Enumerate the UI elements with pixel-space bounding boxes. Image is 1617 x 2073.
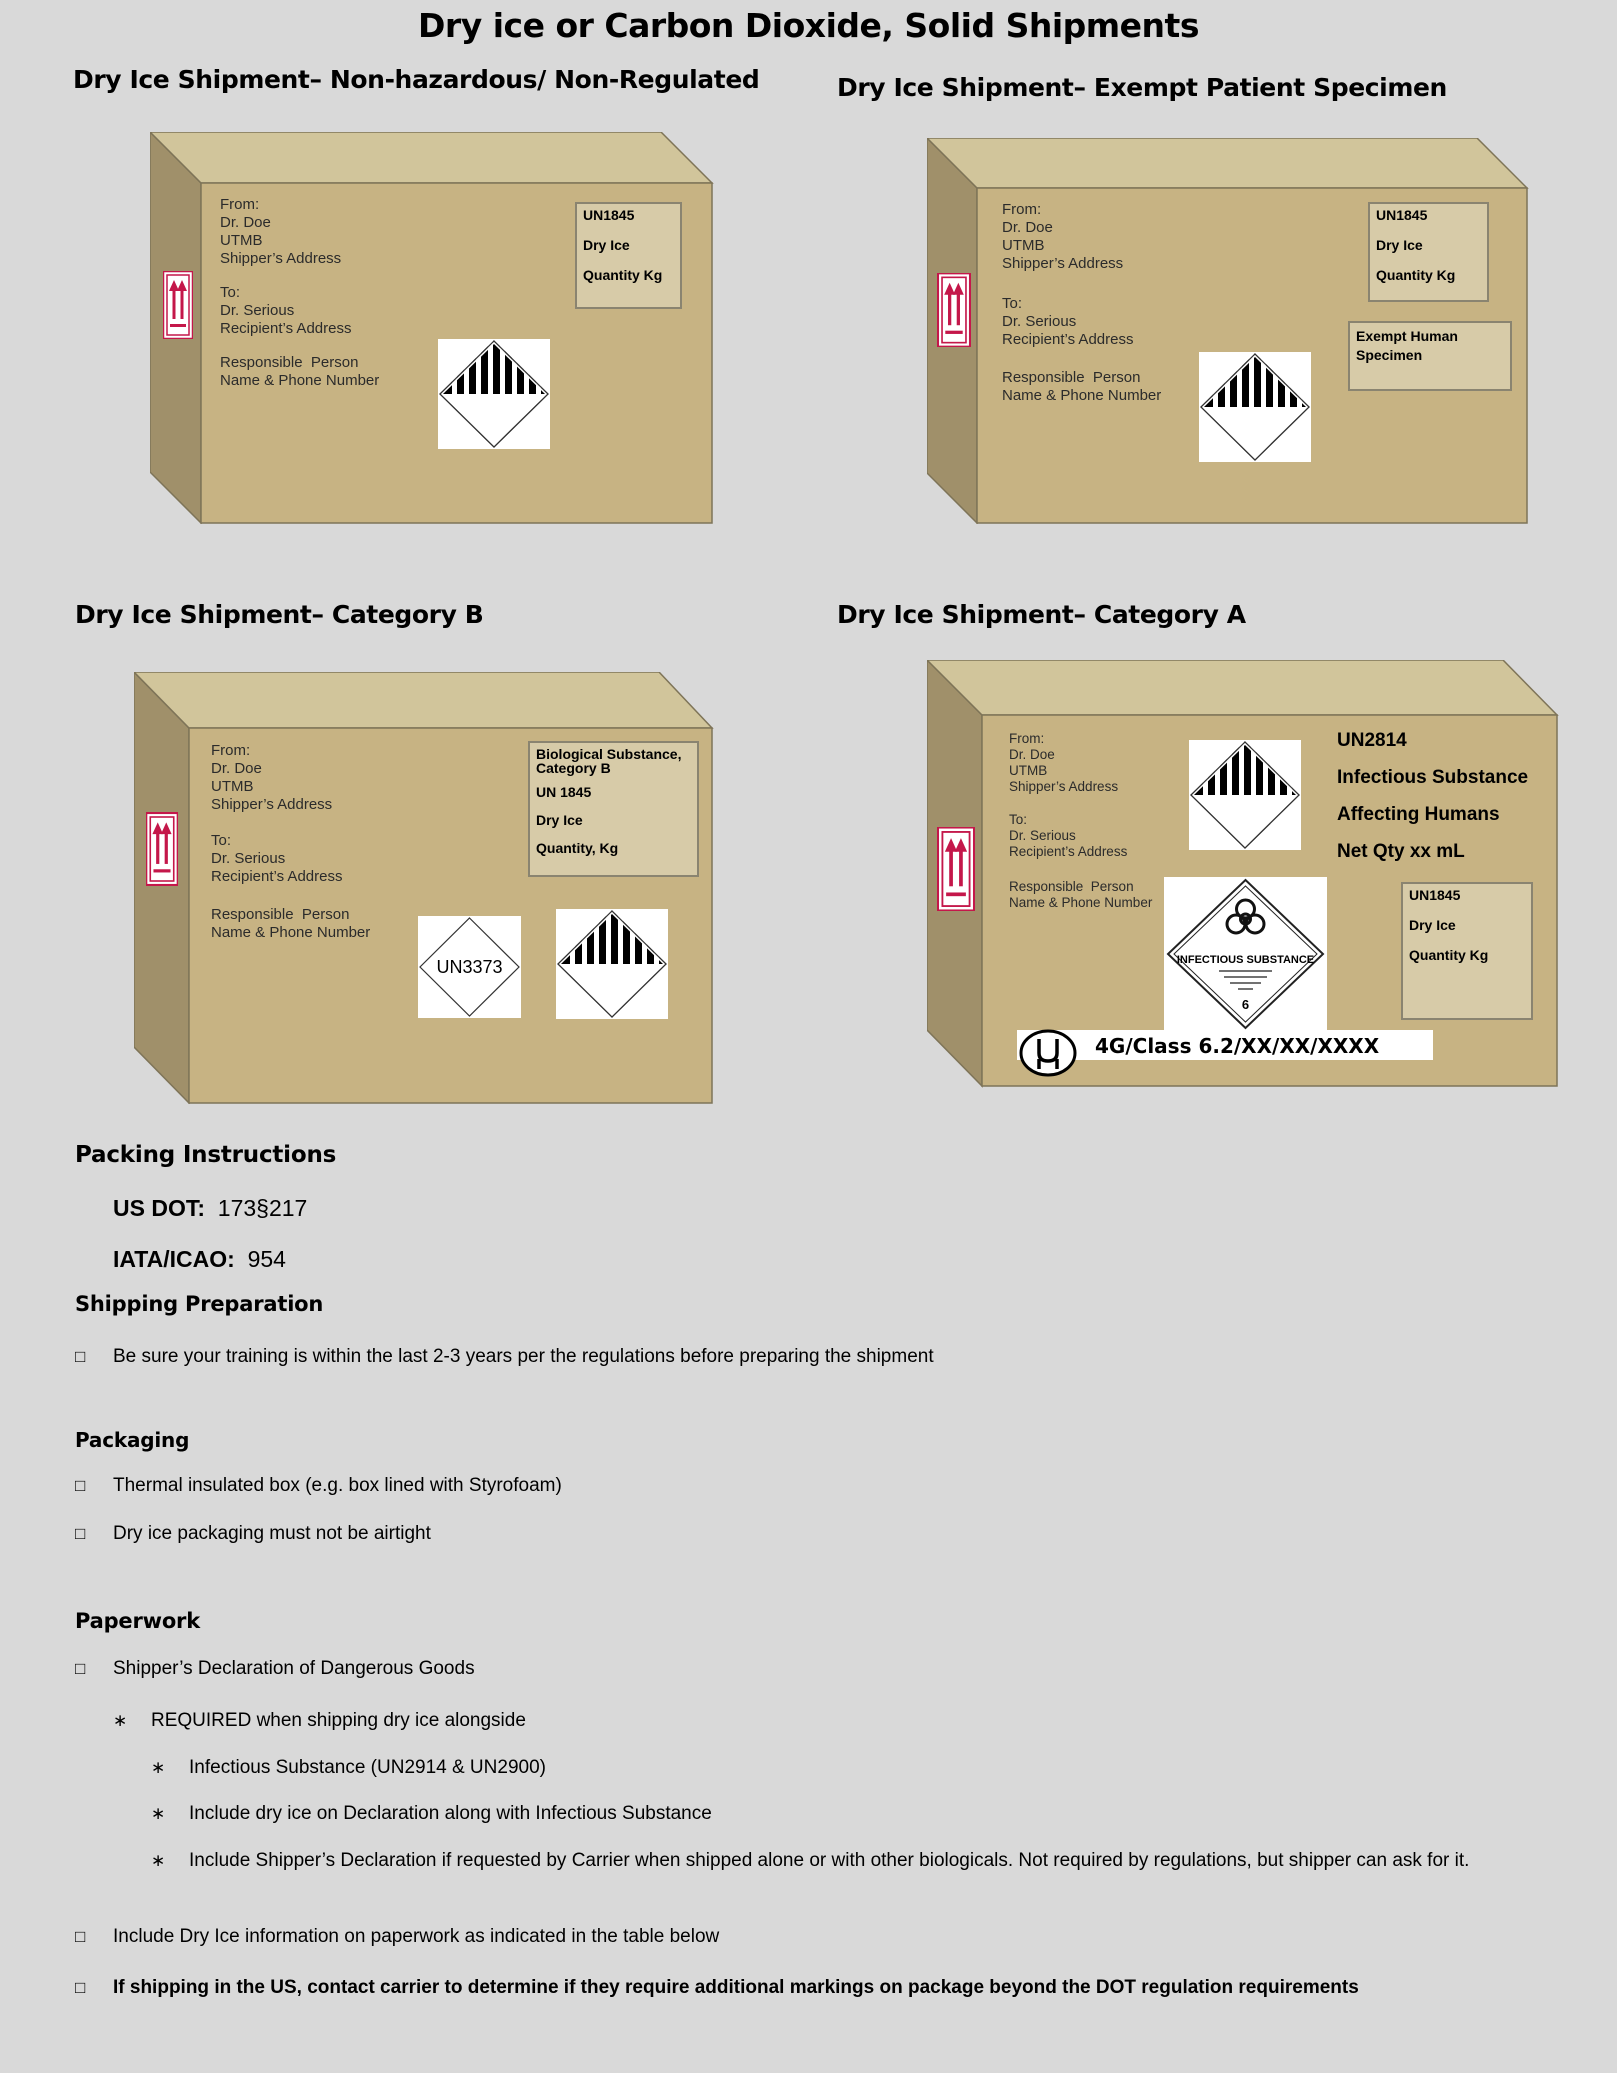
box-category-b	[134, 672, 716, 1104]
star-bullet-icon: ∗	[151, 1851, 166, 1870]
to-label: To:	[1002, 295, 1023, 312]
to-block	[220, 284, 351, 338]
list-item-text: Include Dry Ice information on paperwork as indicated in the table below	[113, 1926, 720, 1947]
us-dot-value: 173§217	[217, 1195, 308, 1221]
un-specification-marking	[1017, 1030, 1433, 1060]
box-category-a	[927, 660, 1561, 1088]
dry-ice-text: Dry Ice	[583, 237, 630, 253]
from-block	[211, 742, 332, 814]
infectious-substance-label-text: INFECTIOUS SUBSTANCE	[1176, 954, 1315, 966]
from-name: Dr. Doe	[1002, 219, 1053, 236]
class-9-hazard-icon	[1199, 352, 1311, 462]
from-address: Shipper’s Address	[211, 796, 333, 813]
list-item	[75, 1658, 475, 1680]
panel-title-category-b: Dry Ice Shipment– Category B	[75, 600, 484, 629]
page-title: Dry ice or Carbon Dioxide, Solid Shipments	[418, 6, 1199, 45]
list-item	[75, 1346, 934, 1368]
from-address: Shipper’s Address	[1002, 255, 1124, 272]
un-number: UN1845	[583, 207, 635, 223]
to-block	[1009, 812, 1127, 860]
infectious-substance-text: Infectious Substance	[1337, 767, 1529, 788]
list-item-text: Dry ice packaging must not be airtight	[113, 1523, 431, 1544]
box-exempt-specimen	[927, 138, 1531, 524]
checkbox-icon: □	[75, 1978, 86, 1997]
responsible-contact: Name & Phone Number	[1009, 895, 1153, 910]
panel-title-category-a: Dry Ice Shipment– Category A	[837, 600, 1246, 629]
from-label: From:	[211, 742, 251, 759]
exempt-text: Exempt Human Specimen	[1356, 328, 1458, 363]
responsible-contact: Name & Phone Number	[1002, 387, 1162, 404]
to-address: Recipient’s Address	[211, 868, 343, 885]
list-item-text: Infectious Substance (UN2914 & UN2900)	[189, 1757, 546, 1778]
responsible-contact: Name & Phone Number	[211, 924, 371, 941]
to-block	[211, 832, 342, 886]
star-bullet-icon: ∗	[113, 1711, 128, 1730]
responsible-block	[211, 906, 370, 942]
list-item	[75, 1523, 431, 1545]
packing-instructions-heading: Packing Instructions	[75, 1142, 337, 1168]
from-block	[220, 196, 341, 268]
paperwork-heading: Paperwork	[75, 1609, 200, 1633]
from-label: From:	[220, 196, 260, 213]
from-label: From:	[1002, 201, 1042, 218]
from-label: From:	[1009, 731, 1045, 746]
to-label: To:	[220, 284, 241, 301]
from-block	[1009, 731, 1118, 795]
list-item	[75, 1977, 1359, 1999]
list-item-text: Thermal insulated box (e.g. box lined with Styrofoam)	[113, 1475, 562, 1496]
sub-sub-list-item	[151, 1757, 546, 1779]
category-a-marking	[1337, 722, 1528, 870]
from-org: UTMB	[220, 232, 263, 249]
responsible-contact: Name & Phone Number	[220, 372, 380, 389]
this-side-up-arrows-icon	[146, 812, 178, 886]
to-address: Recipient’s Address	[1009, 844, 1128, 859]
class-6-number: 6	[1241, 997, 1250, 1012]
un2814-text: UN2814	[1337, 730, 1407, 751]
to-label: To:	[211, 832, 232, 849]
un-number: UN1845	[1409, 887, 1461, 903]
exempt-human-specimen-label	[1348, 321, 1512, 391]
dry-ice-label	[1368, 202, 1489, 302]
affecting-humans-text: Affecting Humans	[1337, 804, 1500, 825]
un-number: UN 1845	[536, 784, 592, 800]
quantity-text: Quantity, Kg	[536, 840, 619, 856]
packaging-heading: Packaging	[75, 1428, 190, 1452]
class-9-hazard-icon	[1189, 740, 1301, 850]
checkbox-icon: □	[75, 1476, 86, 1495]
responsible-label: Responsible Person	[1009, 879, 1134, 894]
category-b-label	[528, 741, 699, 877]
list-item-text: Include dry ice on Declaration along with Infectious Substance	[189, 1803, 712, 1824]
class-9-hazard-icon	[556, 909, 668, 1019]
dry-ice-text: Dry Ice	[536, 812, 583, 828]
from-org: UTMB	[211, 778, 254, 795]
to-label: To:	[1009, 812, 1028, 827]
sub-sub-list-item	[151, 1849, 1551, 1873]
dry-ice-text: Dry Ice	[1409, 917, 1456, 933]
checkbox-icon: □	[75, 1927, 86, 1946]
this-side-up-arrows-icon	[937, 827, 975, 911]
un-packaging-symbol-icon	[1019, 1029, 1077, 1077]
quantity-text: Quantity Kg	[1376, 267, 1456, 283]
un3373-text: UN3373	[436, 957, 503, 977]
un3373-diamond-icon	[418, 916, 521, 1018]
list-item	[75, 1475, 562, 1497]
responsible-block	[220, 354, 379, 390]
responsible-block	[1002, 369, 1161, 405]
this-side-up-arrows-icon	[163, 271, 193, 339]
from-name: Dr. Doe	[220, 214, 271, 231]
biological-substance-text: Biological Substance, Category B	[536, 746, 682, 776]
to-address: Recipient’s Address	[220, 320, 352, 337]
box-drawing	[134, 672, 716, 1104]
from-block	[1002, 201, 1123, 273]
dry-ice-label	[575, 202, 682, 309]
star-bullet-icon: ∗	[151, 1804, 166, 1823]
from-address: Shipper’s Address	[1009, 779, 1119, 794]
to-name: Dr. Serious	[220, 302, 295, 319]
responsible-label: Responsible Person	[1002, 369, 1141, 386]
dry-ice-label	[1401, 882, 1533, 1020]
list-item-text: If shipping in the US, contact carrier to determine if they require additional markings on package beyond the DOT regulation requirements	[113, 1977, 1359, 1998]
to-name: Dr. Serious	[211, 850, 286, 867]
list-item	[75, 1926, 719, 1948]
from-name: Dr. Doe	[1009, 747, 1055, 762]
sub-list-item	[113, 1710, 526, 1732]
star-bullet-icon: ∗	[151, 1758, 166, 1777]
checkbox-icon: □	[75, 1347, 86, 1366]
from-org: UTMB	[1009, 763, 1048, 778]
list-item-text: Be sure your training is within the last 2-3 years per the regulations before preparing the shipment	[113, 1346, 934, 1367]
from-org: UTMB	[1002, 237, 1045, 254]
this-side-up-arrows-icon	[937, 273, 971, 347]
list-item-text: REQUIRED when shipping dry ice alongside	[151, 1710, 526, 1731]
net-quantity-text: Net Qty xx mL	[1337, 841, 1465, 862]
iata-line	[113, 1246, 286, 1273]
responsible-label: Responsible Person	[220, 354, 359, 371]
us-dot-label: US DOT:	[113, 1195, 205, 1221]
to-address: Recipient’s Address	[1002, 331, 1134, 348]
un-number: UN1845	[1376, 207, 1428, 223]
quantity-text: Quantity Kg	[1409, 947, 1489, 963]
class-9-hazard-icon	[438, 339, 550, 449]
panel-title-exempt-specimen: Dry Ice Shipment– Exempt Patient Specimen	[837, 73, 1447, 102]
quantity-text: Quantity Kg	[583, 267, 663, 283]
from-name: Dr. Doe	[211, 760, 262, 777]
list-item-text: Include Shipper’s Declaration if requested by Carrier when shipped alone or with other biologicals. Not required by regulations, but shipper can ask for it.	[189, 1850, 1470, 1871]
to-block	[1002, 295, 1133, 349]
checkbox-icon: □	[75, 1524, 86, 1543]
box-non-regulated	[150, 132, 716, 524]
dry-ice-text: Dry Ice	[1376, 237, 1423, 253]
iata-label: IATA/ICAO:	[113, 1246, 235, 1272]
to-name: Dr. Serious	[1009, 828, 1076, 843]
us-dot-line	[113, 1195, 307, 1222]
un-specification-text: 4G/Class 6.2/XX/XX/XXXX	[1095, 1034, 1380, 1058]
sub-sub-list-item	[151, 1803, 712, 1825]
checkbox-icon: □	[75, 1659, 86, 1678]
infectious-substance-label-icon	[1164, 877, 1327, 1031]
iata-value: 954	[247, 1246, 286, 1272]
shipping-preparation-heading: Shipping Preparation	[75, 1292, 324, 1316]
from-address: Shipper’s Address	[220, 250, 342, 267]
panel-title-non-regulated: Dry Ice Shipment– Non-hazardous/ Non-Regulated	[73, 65, 760, 94]
list-item-text: Shipper’s Declaration of Dangerous Goods	[113, 1658, 475, 1679]
responsible-label: Responsible Person	[211, 906, 350, 923]
responsible-block	[1009, 879, 1152, 911]
to-name: Dr. Serious	[1002, 313, 1077, 330]
